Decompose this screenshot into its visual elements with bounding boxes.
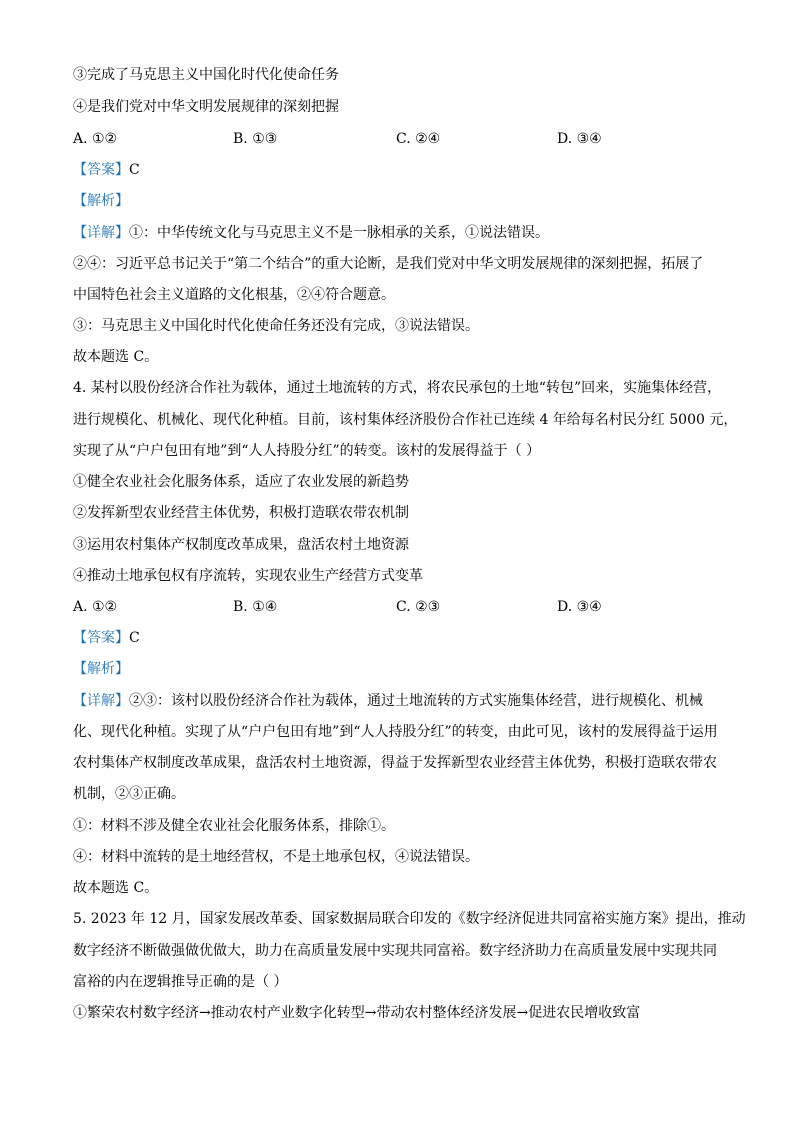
q3-statement-3: ③完成了马克思主义中国化时代化使命任务 [73, 67, 339, 83]
q5-statement-1: ①繁荣农村数字经济→推动农村产业数字化转型→带动农村整体经济发展→促进农民增收致富 [73, 1005, 641, 1021]
detail-text: ①：中华传统文化与马克思主义不是一脉相承的关系，①说法错误。 [129, 225, 549, 241]
q5-stem-1: 5. 2023 年 12 月，国家发展改革委、国家数据局联合印发的《数字经济促进共同富裕实施方案》提出，推动 [73, 911, 746, 927]
q4-detail-3: ④：材料中流转的是土地经营权，不是土地承包权，④说法错误。 [73, 849, 479, 865]
q4-statement-2: ②发挥新型农业经营主体优势，积极打造联农带农机制 [73, 505, 409, 521]
answer-label: 【答案】 [73, 162, 129, 178]
answer-value: C [129, 630, 140, 646]
q3-detail-1 [73, 223, 549, 243]
q4-option-b: B. ①④ [233, 599, 278, 615]
detail-label: 【详解】 [73, 225, 129, 241]
q4-statement-1: ①健全农业社会化服务体系，适应了农业发展的新趋势 [73, 474, 409, 490]
q4-statement-3: ③运用农村集体产权制度改革成果，盘活农村土地资源 [73, 537, 409, 553]
q5-stem-2: 数字经济不断做强做优做大，助力在高质量发展中实现共同富裕。数字经济助力在高质量发展中实现共同 [73, 943, 717, 959]
q4-detail-1b: 化、现代化种植。实现了从“户户包田有地”到“人人持股分红”的转变，由此可见，该村的发展得益于运用 [73, 724, 718, 740]
q5-stem-3: 富裕的内在逻辑推导正确的是（ ） [73, 974, 288, 990]
q4-detail-2: ①：材料不涉及健全农业社会化服务体系，排除①。 [73, 818, 395, 834]
q3-detail-3: ③：马克思主义中国化时代化使命任务还没有完成，③说法错误。 [73, 318, 479, 334]
q3-option-d: D. ③④ [557, 131, 602, 147]
q4-option-c: C. ②③ [396, 599, 441, 615]
q4-stem-2: 进行规模化、机械化、现代化种植。目前，该村集体经济股份合作社已连续 4 年给每名村民分红 5000 元， [73, 412, 738, 428]
q4-conclusion: 故本题选 C。 [73, 880, 159, 896]
q3-statement-4: ④是我们党对中华文明发展规律的深刻把握 [73, 99, 339, 115]
answer-label: 【答案】 [73, 630, 129, 646]
q3-option-c: C. ②④ [396, 131, 441, 147]
q4-statement-4: ④推动土地承包权有序流转，实现农业生产经营方式变革 [73, 568, 423, 584]
q3-option-b: B. ①③ [233, 131, 278, 147]
q4-stem-3: 实现了从“户户包田有地”到“人人持股分红”的转变。该村的发展得益于（ ） [73, 443, 541, 459]
q4-answer [73, 628, 140, 648]
q3-answer [73, 160, 140, 180]
answer-value: C [129, 162, 140, 178]
detail-label: 【详解】 [73, 693, 129, 709]
q4-stem-1: 4. 某村以股份经济合作社为载体，通过土地流转的方式，将农民承包的土地“转包”回来，实施集体经营， [73, 380, 722, 396]
detail-text: ②③：该村以股份经济合作社为载体，通过土地流转的方式实施集体经营，进行规模化、机械 [129, 693, 703, 709]
q4-detail-1d: 机制，②③正确。 [73, 786, 185, 802]
q4-analysis-label: 【解析】 [73, 661, 129, 677]
q4-option-d: D. ③④ [557, 599, 602, 615]
q3-detail-2a: ②④：习近平总书记关于“第二个结合”的重大论断，是我们党对中华文明发展规律的深刻把握，拓展了 [73, 256, 704, 272]
q4-detail-1c: 农村集体产权制度改革成果，盘活农村土地资源，得益于发挥新型农业经营主体优势，积极打造联农带农 [73, 755, 717, 771]
q3-analysis-label: 【解析】 [73, 193, 129, 209]
q3-option-a: A. ①② [73, 131, 118, 147]
q4-option-a: A. ①② [73, 599, 118, 615]
q4-detail-1a [73, 691, 703, 711]
q3-detail-2b: 中国特色社会主义道路的文化根基，②④符合题意。 [73, 287, 395, 303]
q3-conclusion: 故本题选 C。 [73, 349, 159, 365]
